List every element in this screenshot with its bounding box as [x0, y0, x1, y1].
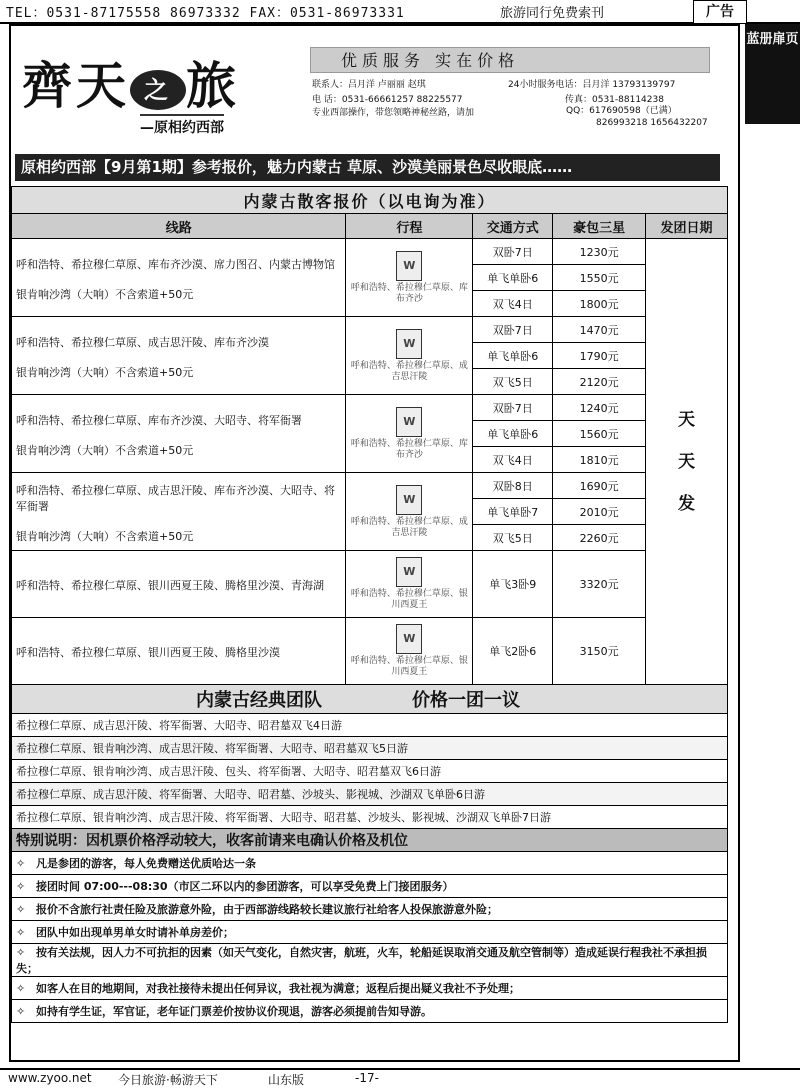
route-cell: [12, 395, 346, 473]
group-tour-row: [12, 760, 728, 783]
note-text: 如客人在目的地期间，对我社接待未提出任何异议，我社视为满意；返程后提出疑义我社不予处理；: [36, 982, 520, 995]
note-cell: [12, 977, 728, 1000]
itinerary-doc: [346, 618, 473, 685]
group-tour: 希拉穆仁草原、成吉思汗陵、将军衙署、大昭寺、昭君墓、沙坡头、影视城、沙湖双飞单卧6日游: [12, 783, 728, 806]
note-cell: [12, 1000, 728, 1023]
price: 1240元: [553, 395, 646, 421]
transport: 双卧7日: [473, 395, 553, 421]
top-bar: [0, 0, 800, 24]
route-cell: [12, 473, 346, 551]
doc-title: 呼和浩特、希拉穆仁草原、库布齐沙: [350, 438, 468, 460]
price: 1810元: [553, 447, 646, 473]
hotline: 24小时服务电话：吕月洋 13793139797: [508, 80, 676, 90]
transport: 双飞4日: [473, 291, 553, 317]
free-index-label: 旅游同行免费索刊: [500, 6, 605, 21]
itinerary-doc: [346, 551, 473, 618]
logo: [22, 46, 240, 118]
departure-daily: [646, 239, 728, 685]
word-doc-icon: W: [396, 407, 422, 437]
group-title-cell: [12, 685, 728, 714]
column-header: 发团日期: [646, 214, 728, 239]
price: 1550元: [553, 265, 646, 291]
group-tour: 希拉穆仁草原、银肯响沙湾、成吉思汗陵、将军衙署、大昭寺、昭君墓双飞5日游: [12, 737, 728, 760]
transport: 双飞4日: [473, 447, 553, 473]
transport: 双卧7日: [473, 239, 553, 265]
footer: [0, 1068, 800, 1087]
qq-2: 826993218 1656432207: [596, 118, 708, 128]
departure-daily-text: 天天发: [678, 409, 696, 514]
word-doc-icon: W: [396, 557, 422, 587]
route-extra: 银肯响沙湾（大响）不含索道+50元: [16, 529, 194, 543]
price: 1790元: [553, 343, 646, 369]
note-text: 报价不含旅行社责任险及旅游意外险，由于西部游线路较长建议旅行社给客人投保旅游意外险；: [36, 903, 498, 916]
price: 2260元: [553, 525, 646, 551]
price: 1230元: [553, 239, 646, 265]
itinerary-doc: [346, 317, 473, 395]
phone: 电 话：0531-66661257 88225577: [312, 95, 463, 105]
route-extra: 银肯响沙湾（大响）不含索道+50元: [16, 365, 194, 379]
route-text: 呼和浩特、希拉穆仁草原、库布齐沙漠、大昭寺、将军衙署: [16, 413, 302, 427]
qq: QQ：617690598（已满）: [566, 106, 677, 116]
footer-site: www.zyoo.net: [8, 1071, 92, 1085]
note-row: [12, 1000, 728, 1023]
transport: 单飞3卧9: [473, 551, 553, 618]
group-tour: 希拉穆仁草原、银肯响沙湾、成吉思汗陵、包头、将军衙署、大昭寺、昭君墓双飞6日游: [12, 760, 728, 783]
group-section-header: [12, 685, 728, 714]
special-header-row: [12, 829, 728, 852]
note-cell: [12, 944, 728, 977]
transport: 双飞5日: [473, 525, 553, 551]
note-row: [12, 977, 728, 1000]
note-cell: [12, 852, 728, 875]
route-cell: [12, 239, 346, 317]
transport: 双飞5日: [473, 369, 553, 395]
price: 1470元: [553, 317, 646, 343]
note-row: [12, 852, 728, 875]
note-text: 凡是参团的游客，每人免费赠送优质哈达一条: [36, 857, 256, 870]
logo-zhi: 之: [130, 70, 186, 110]
doc-title: 呼和浩特、希拉穆仁草原、银川西夏王: [350, 589, 468, 610]
doc-title: 呼和浩特、希拉穆仁草原、成吉思汗陵: [350, 360, 468, 382]
group-tour-row: [12, 783, 728, 806]
logo-subtitle: —原相约西部: [140, 114, 224, 137]
route-text: 呼和浩特、希拉穆仁草原、成吉思汗陵、库布齐沙漠、大昭寺、将军衙署: [16, 483, 335, 513]
note-symbol-icon: ✧: [16, 903, 26, 916]
side-tab: 蓝册扉页: [745, 24, 800, 124]
table-row: [12, 473, 728, 499]
itinerary-doc: [346, 395, 473, 473]
transport: 单飞2卧6: [473, 618, 553, 685]
note-symbol-icon: ✧: [16, 926, 26, 939]
price: 3150元: [553, 618, 646, 685]
route-cell: [12, 317, 346, 395]
transport: 双卧7日: [473, 317, 553, 343]
group-tour-row: [12, 806, 728, 829]
table-row: [12, 395, 728, 421]
transport: 单飞单卧6: [473, 343, 553, 369]
itinerary-doc: [346, 473, 473, 551]
price: 2120元: [553, 369, 646, 395]
special-title: 特别说明：因机票价格浮动较大，收客前请来电确认价格及机位: [12, 829, 728, 852]
specialty: 专业西部操作，带您领略神秘丝路，请加: [312, 108, 475, 118]
note-row: [12, 921, 728, 944]
route-cell: [12, 551, 346, 618]
footer-edition: 山东版: [268, 1073, 305, 1087]
route-cell: [12, 618, 346, 685]
price: 1690元: [553, 473, 646, 499]
note-cell: [12, 921, 728, 944]
word-doc-icon: W: [396, 624, 422, 654]
note-symbol-icon: ✧: [16, 857, 26, 870]
group-tour: 希拉穆仁草原、成吉思汗陵、将军衙署、大昭寺、昭君墓双飞4日游: [12, 714, 728, 737]
note-row: [12, 944, 728, 977]
itinerary-doc: [346, 239, 473, 317]
transport: 双卧8日: [473, 473, 553, 499]
page-number: -17-: [355, 1071, 379, 1085]
fax: 传真：0531-88114238: [565, 95, 664, 105]
price: 2010元: [553, 499, 646, 525]
word-doc-icon: W: [396, 485, 422, 515]
group-title: 内蒙古经典团队: [196, 690, 322, 711]
transport: 单飞单卧6: [473, 421, 553, 447]
route-text: 呼和浩特、希拉穆仁草原、银川西夏王陵、腾格里沙漠、青海湖: [16, 579, 324, 592]
issue-banner: 原相约西部【9月第1期】参考报价，魅力内蒙古 草原、沙漠美丽景色尽收眼底……: [15, 154, 720, 181]
column-header: 豪包三星: [553, 214, 646, 239]
note-row: [12, 898, 728, 921]
note-row: [12, 875, 728, 898]
word-doc-icon: W: [396, 329, 422, 359]
transport: 单飞单卧6: [473, 265, 553, 291]
group-tour-row: [12, 714, 728, 737]
footer-slogan: 今日旅游·畅游天下: [118, 1073, 218, 1087]
price: 3320元: [553, 551, 646, 618]
word-doc-icon: W: [396, 251, 422, 281]
doc-title: 呼和浩特、希拉穆仁草原、成吉思汗陵: [350, 516, 468, 538]
table-title-row: [12, 187, 728, 214]
note-text: 如持有学生证，军官证，老年证门票差价按协议价现退，游客必须提前告知导游。: [36, 1005, 432, 1018]
route-text: 呼和浩特、希拉穆仁草原、库布齐沙漠、席力图召、内蒙古博物馆: [16, 257, 335, 271]
note-symbol-icon: ✧: [16, 1005, 26, 1018]
contact-tel-fax: TEL：0531-87175558 86973332 FAX：0531-86973331: [6, 6, 405, 21]
column-header: 行程: [346, 214, 473, 239]
slogan: 优质服务 实在价格: [310, 47, 710, 73]
logo-part2: 旅: [186, 56, 240, 115]
note-symbol-icon: ✧: [16, 982, 26, 995]
group-tour-row: [12, 737, 728, 760]
group-tour: 希拉穆仁草原、银肯响沙湾、成吉思汗陵、将军衙署、大昭寺、昭君墓、沙坡头、影视城、沙湖双飞单卧7日游: [12, 806, 728, 829]
column-header-row: [12, 214, 728, 239]
route-extra: 银肯响沙湾（大响）不含索道+50元: [16, 287, 194, 301]
route-text: 呼和浩特、希拉穆仁草原、银川西夏王陵、腾格里沙漠: [16, 646, 280, 659]
transport: 单飞单卧7: [473, 499, 553, 525]
note-text: 按有关法规，因人力不可抗拒的因素（如天气变化，自然灾害，航班，火车，轮船延误取消交通及航空管制等）造成延误行程我社不承担损失；: [16, 946, 707, 975]
price: 1560元: [553, 421, 646, 447]
note-symbol-icon: ✧: [16, 946, 26, 959]
note-symbol-icon: ✧: [16, 880, 26, 893]
note-text: 接团时间 07:00---08:30（市区二环以内的参团游客，可以享受免费上门接团服务）: [36, 880, 454, 893]
route-extra: 银肯响沙湾（大响）不含索道+50元: [16, 443, 194, 457]
table-row: [12, 239, 728, 265]
note-cell: [12, 898, 728, 921]
price-table: [11, 186, 728, 1023]
ad-label: 广告: [693, 0, 747, 24]
column-header: 交通方式: [473, 214, 553, 239]
column-header: 线路: [12, 214, 346, 239]
table-row: [12, 551, 728, 618]
group-price-note: 价格一团一议: [412, 690, 520, 711]
route-text: 呼和浩特、希拉穆仁草原、成吉思汗陵、库布齐沙漠: [16, 335, 269, 349]
note-text: 团队中如出现单男单女时请补单房差价；: [36, 926, 234, 939]
logo-part1: 齊天: [22, 56, 130, 115]
contact-people: 联系人：吕月洋 卢丽丽 赵琪: [312, 80, 426, 90]
table-title: 内蒙古散客报价（以电询为准）: [12, 187, 728, 214]
doc-title: 呼和浩特、希拉穆仁草原、库布齐沙: [350, 282, 468, 304]
note-cell: [12, 875, 728, 898]
price: 1800元: [553, 291, 646, 317]
table-row: [12, 618, 728, 685]
doc-title: 呼和浩特、希拉穆仁草原、银川西夏王: [350, 656, 468, 677]
table-row: [12, 317, 728, 343]
